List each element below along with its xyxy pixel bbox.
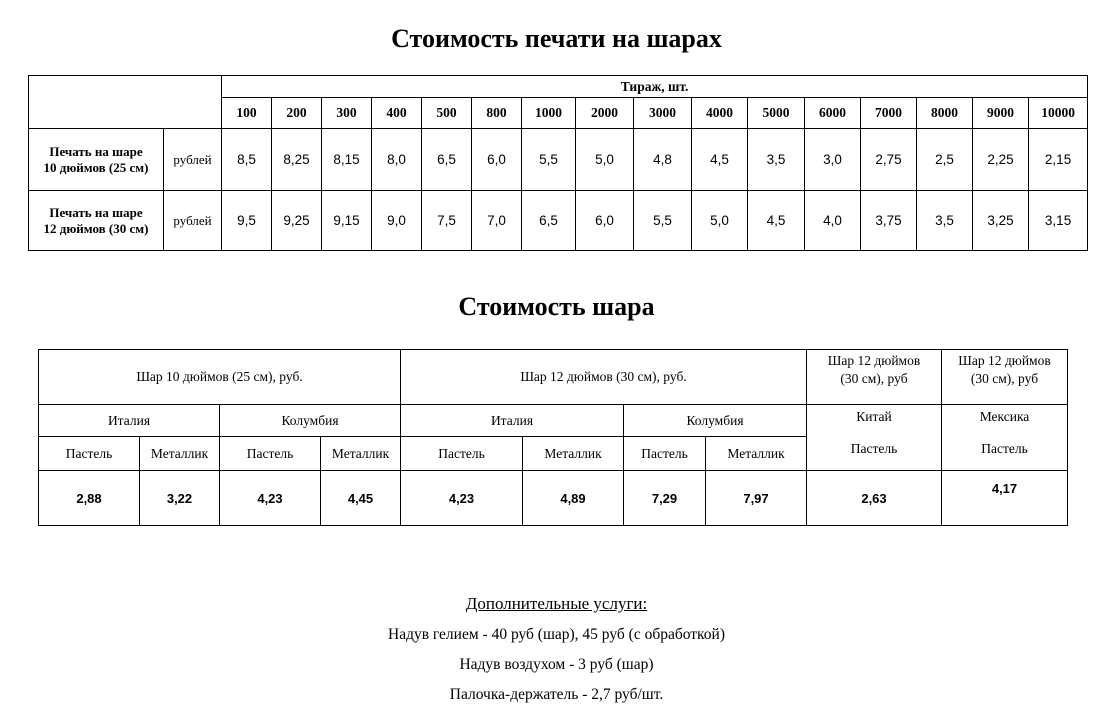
price-cell: 9,5 <box>222 191 272 251</box>
quantity-cell: 7000 <box>861 98 917 129</box>
quantity-cell: 500 <box>422 98 472 129</box>
extras-item: Надув воздухом - 3 руб (шар) <box>459 656 654 673</box>
print-cost-title: Стоимость печати на шарах <box>391 24 722 53</box>
type-cell: Металлик <box>321 437 401 471</box>
price-cell: 6,0 <box>576 191 634 251</box>
country-cell: Китай <box>807 405 942 437</box>
unit-cell: рублей <box>164 191 222 251</box>
price-cell: 6,0 <box>472 129 522 191</box>
price-cell: 4,17 <box>942 471 1068 526</box>
type-cell: Пастель <box>220 437 321 471</box>
country-cell: Италия <box>401 405 624 437</box>
group-header: Шар 12 дюймов (30 см), руб. <box>401 350 807 405</box>
price-cell: 2,15 <box>1029 129 1088 191</box>
price-cell: 4,0 <box>805 191 861 251</box>
type-cell: Пастель <box>807 437 942 471</box>
price-cell: 3,5 <box>917 191 973 251</box>
price-cell: 4,23 <box>220 471 321 526</box>
price-cell: 9,15 <box>322 191 372 251</box>
type-cell: Пастель <box>401 437 523 471</box>
type-row <box>39 437 1068 471</box>
price-cell: 7,29 <box>624 471 706 526</box>
quantity-cell: 8000 <box>917 98 973 129</box>
quantity-cell: 300 <box>322 98 372 129</box>
price-cell: 3,0 <box>805 129 861 191</box>
extras-item: Надув гелием - 40 руб (шар), 45 руб (с обработкой) <box>388 626 725 643</box>
price-cell: 8,15 <box>322 129 372 191</box>
print-cost-table <box>28 75 1088 251</box>
price-cell: 3,25 <box>973 191 1029 251</box>
ball-cost-title: Стоимость шара <box>458 292 655 321</box>
price-cell: 8,25 <box>272 129 322 191</box>
price-cell: 7,97 <box>706 471 807 526</box>
ball-cost-table <box>38 349 1068 526</box>
price-cell: 2,75 <box>861 129 917 191</box>
price-cell: 4,23 <box>401 471 523 526</box>
quantity-cell: 4000 <box>692 98 748 129</box>
type-cell: Пастель <box>39 437 140 471</box>
price-cell: 2,63 <box>807 471 942 526</box>
price-cell: 9,0 <box>372 191 422 251</box>
type-cell: Пастель <box>624 437 706 471</box>
table-row <box>29 191 1088 251</box>
type-cell: Металлик <box>140 437 220 471</box>
price-cell: 3,15 <box>1029 191 1088 251</box>
price-cell: 3,22 <box>140 471 220 526</box>
quantity-cell: 9000 <box>973 98 1029 129</box>
price-cell: 5,5 <box>634 191 692 251</box>
quantity-cell: 800 <box>472 98 522 129</box>
group-header: Шар 10 дюймов (25 см), руб. <box>39 350 401 405</box>
price-cell: 4,5 <box>748 191 805 251</box>
price-cell: 2,88 <box>39 471 140 526</box>
price-cell: 7,5 <box>422 191 472 251</box>
row-label-line: Печать на шаре <box>49 204 143 220</box>
country-cell: Италия <box>39 405 220 437</box>
extras-item: Палочка-держатель - 2,7 руб/шт. <box>449 686 664 703</box>
price-cell: 5,0 <box>576 129 634 191</box>
extras-title: Дополнительные услуги: <box>465 594 648 613</box>
price-cell: 3,5 <box>748 129 805 191</box>
price-cell: 4,45 <box>321 471 401 526</box>
price-cell: 9,25 <box>272 191 322 251</box>
price-cell: 6,5 <box>522 191 576 251</box>
group-header-row <box>39 350 1068 405</box>
tirazh-header: Тираж, шт. <box>222 76 1088 98</box>
group-header-line: Шар 12 дюймов <box>827 353 921 368</box>
price-cell: 2,5 <box>917 129 973 191</box>
group-header <box>807 350 942 405</box>
price-cell: 5,0 <box>692 191 748 251</box>
price-cell: 5,5 <box>522 129 576 191</box>
row-label <box>29 129 164 191</box>
price-cell: 7,0 <box>472 191 522 251</box>
price-cell: 4,89 <box>523 471 624 526</box>
type-cell: Пастель <box>942 437 1068 471</box>
quantity-cell: 6000 <box>805 98 861 129</box>
country-cell: Колумбия <box>220 405 401 437</box>
group-header-line: Шар 12 дюймов <box>958 353 1051 368</box>
quantity-cell: 1000 <box>522 98 576 129</box>
quantity-cell: 5000 <box>748 98 805 129</box>
quantity-cell: 10000 <box>1029 98 1088 129</box>
price-cell: 2,25 <box>973 129 1029 191</box>
row-label-line: 12 дюймов (30 см) <box>43 220 149 236</box>
price-cell: 8,5 <box>222 129 272 191</box>
row-label-line: 10 дюймов (25 см) <box>43 159 149 175</box>
row-label-line: Печать на шаре <box>49 143 143 159</box>
group-header-line: (30 см), руб <box>840 370 908 386</box>
quantity-cell: 200 <box>272 98 322 129</box>
country-cell: Колумбия <box>624 405 807 437</box>
quantity-cell: 100 <box>222 98 272 129</box>
quantity-cell: 2000 <box>576 98 634 129</box>
group-header <box>942 350 1068 405</box>
type-cell: Металлик <box>706 437 807 471</box>
country-cell: Мексика <box>942 405 1068 437</box>
price-cell: 6,5 <box>422 129 472 191</box>
price-cell: 4,8 <box>634 129 692 191</box>
quantity-cell: 3000 <box>634 98 692 129</box>
price-row <box>39 471 1068 526</box>
quantity-cell: 400 <box>372 98 422 129</box>
price-cell: 4,5 <box>692 129 748 191</box>
table-row <box>29 129 1088 191</box>
price-cell: 3,75 <box>861 191 917 251</box>
empty-header-cell <box>29 76 222 129</box>
country-row <box>39 405 1068 437</box>
group-header-line: (30 см), руб <box>970 370 1039 386</box>
unit-cell: рублей <box>164 129 222 191</box>
type-cell: Металлик <box>523 437 624 471</box>
price-cell: 8,0 <box>372 129 422 191</box>
row-label <box>29 191 164 251</box>
